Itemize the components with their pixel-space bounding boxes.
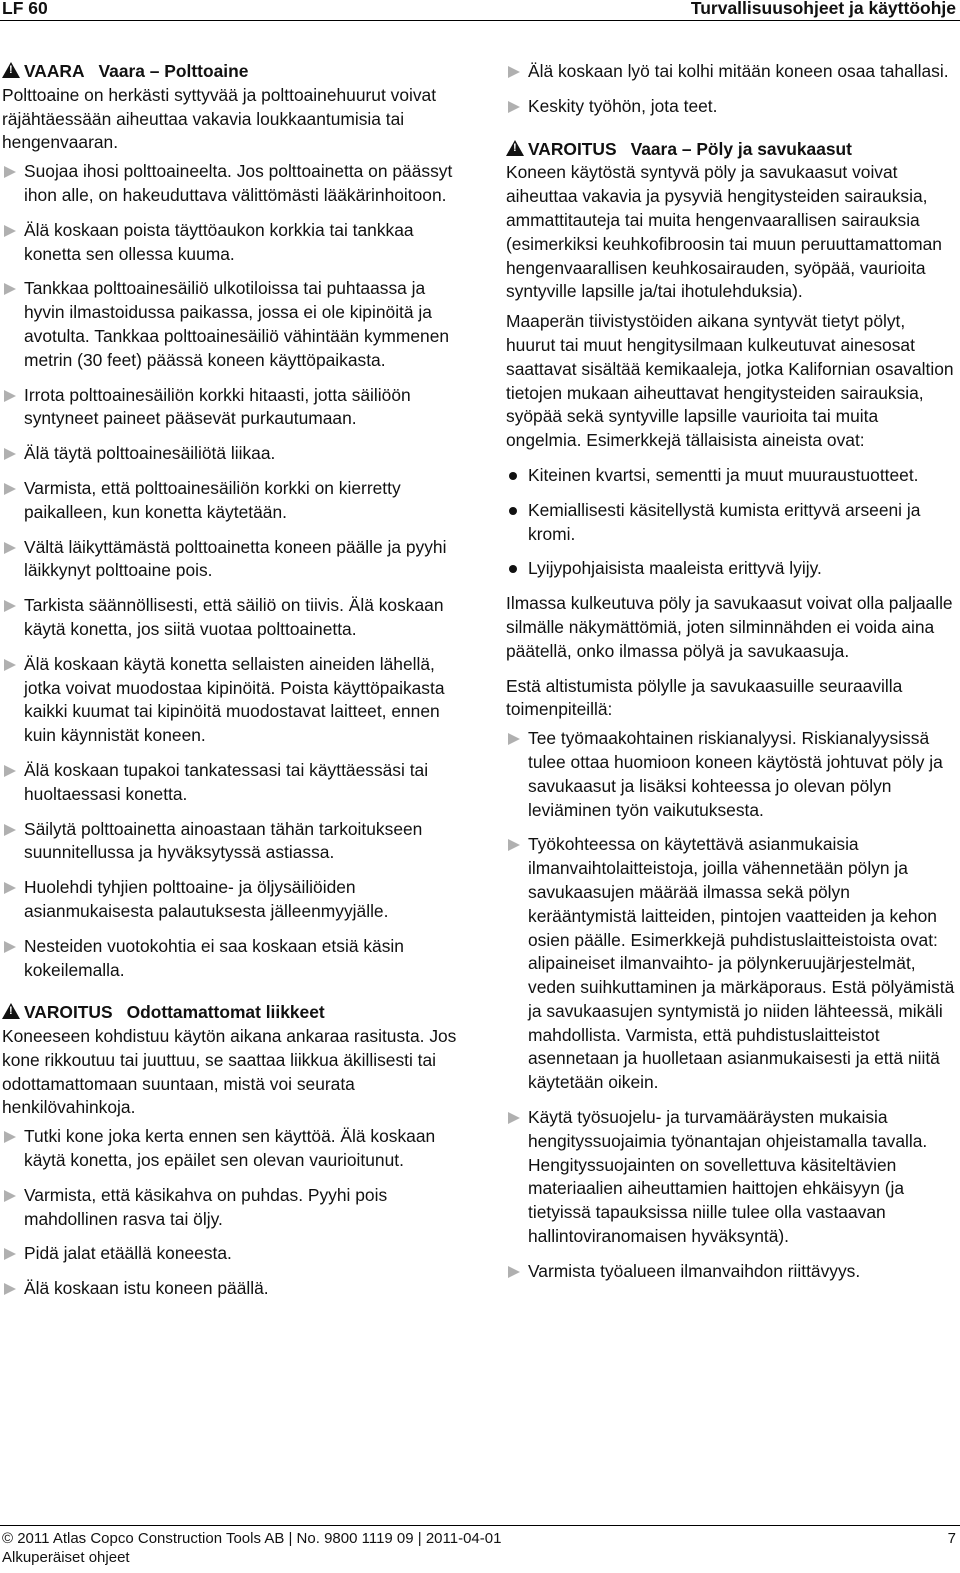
movement-instructions-list (2, 1125, 464, 1301)
list-item: Älä koskaan käytä konetta sellaisten aineiden lähellä, jotka voivat muodostaa kipinöitä. Poista käyttöpaikasta kaikki kuumat tai kipinöitä muodostavat laitteet, ennen kuin käynnistät koneen. (2, 653, 464, 748)
fuel-warning-heading (2, 60, 464, 84)
dust-paragraph-2: Maaperän tiivistystöiden aikana syntyvät tietyt pölyt, huurut tai muut hengitysilmaan kulkeutuvat ainesosat saattavat sisältää kemikaaleja, jotka Kalifornian osavaltion tietojen mukaan aiheuttavat hengitysteiden sairauksia, syöpää sekä syntyville lapsille vaurioita tai muita ongelmia. Esimerkkejä tällaisista aineista ovat: (506, 311, 954, 451)
dust-measures-list (506, 727, 958, 1284)
list-item: Älä koskaan poista täyttöaukon korkkia tai tankkaa konetta sen ollessa kuuma. (2, 219, 464, 267)
footer-divider (0, 1525, 960, 1526)
dust-warning-heading (506, 138, 958, 162)
list-item: Kiteinen kvartsi, sementti ja muut muuraustuotteet. (506, 464, 958, 488)
list-item: Säilytä polttoainetta ainoastaan tähän tarkoitukseen suunnitellussa ja hyväksytyssä astiassa. (2, 818, 464, 866)
list-item: Pidä jalat etäällä koneesta. (2, 1242, 464, 1266)
dust-paragraph-3: Ilmassa kulkeutuva pöly ja savukaasut voivat olla paljaalle silmälle näkymättömiä, joten silminnähden ei voida aina päätellä, onko ilmassa pölyä ja savukaasuja. (506, 593, 953, 661)
warning-icon (506, 140, 524, 156)
warning-icon (2, 62, 20, 78)
page-header (0, 0, 960, 22)
hazardous-substances-list (506, 464, 958, 581)
warning-title: Vaara – Polttoaine (98, 61, 249, 81)
page-number: 7 (947, 1530, 956, 1547)
list-item: Varmista, että polttoainesäiliön korkki on kierretty paikalleen, kun konetta käytetään. (2, 477, 464, 525)
list-item: Varmista työalueen ilmanvaihdon riittävyys. (506, 1260, 958, 1284)
fuel-instructions-list (2, 160, 464, 982)
warning-title: Vaara – Pöly ja savukaasut (630, 138, 852, 159)
document-title: Turvallisuusohjeet ja käyttöohje (690, 0, 956, 18)
list-item: Huolehdi tyhjien polttoaine- ja öljysäiliöiden asianmukaisesta palautuksesta jälleenmyyjälle. (2, 876, 464, 924)
signal-word: VAROITUS (24, 1002, 113, 1023)
list-item: Käytä työsuojelu- ja turvamääräysten mukaisia hengityssuojaimia työnantajan ohjeistamalla tavalla. Hengityssuojainten on sovellettuva käsiteltävien materiaalien aiheuttamien haittojen ehkäisyyn (ja tietyissä tapauksissa niille tulee olla vastaavan hallintoviranomaisen hyväksyntä). (506, 1106, 958, 1249)
list-item: Lyijypohjaisista maaleista erittyvä lyijy. (506, 557, 958, 581)
list-item: Älä täytä polttoainesäiliötä liikaa. (2, 442, 464, 466)
signal-word: VAROITUS (528, 138, 617, 159)
list-item: Keskity työhön, jota teet. (506, 95, 958, 119)
list-item: Irrota polttoainesäiliön korkki hitaasti, jotta säiliöön syntyneet paineet pääsevät purkautumaan. (2, 384, 464, 432)
list-item: Tee työmaakohtainen riskianalyysi. Riskianalyysissä tulee ottaa huomioon koneen käytöstä johtuvat pöly ja savukaasut ja lisäksi kohteessa jo olevan pölyn leviäminen työn vaikutuksesta. (506, 727, 958, 822)
copyright-line: © 2011 Atlas Copco Construction Tools AB | No. 9800 1119 09 | 2011-04-01 (2, 1530, 502, 1547)
movement-warning-intro: Koneeseen kohdistuu käytön aikana ankaraa rasitusta. Jos kone rikkoutuu tai juuttuu, se saattaa liikkua äkillisesti tai odottamattomaan suuntaan, mistä voi seurata henkilövahinkoja. (2, 1026, 457, 1118)
original-instructions-note: Alkuperäiset ohjeet (2, 1549, 130, 1566)
signal-word: VAARA (24, 61, 85, 81)
list-item: Nesteiden vuotokohtia ei saa koskaan etsiä käsin kokeilemalla. (2, 935, 464, 983)
right-column (506, 60, 958, 1295)
list-item: Kemiallisesti käsitellystä kumista erittyvä arseeni ja kromi. (506, 499, 958, 547)
general-instructions-list (506, 60, 958, 119)
list-item: Tarkista säännöllisesti, että säiliö on tiivis. Älä koskaan käytä konetta, jos siitä vuotaa polttoainetta. (2, 594, 464, 642)
warning-icon (2, 1003, 20, 1019)
list-item: Vältä läikyttämästä polttoainetta koneen päälle ja pyyhi läikkynyt polttoaine pois. (2, 536, 464, 584)
page-footer (2, 1529, 501, 1567)
dust-paragraph-4: Estä altistumista pölylle ja savukaasuille seuraavilla toimenpiteillä: (506, 675, 903, 720)
model-name: LF 60 (2, 0, 48, 18)
list-item: Älä koskaan istu koneen päällä. (2, 1277, 464, 1301)
list-item: Työkohteessa on käytettävä asianmukaisia ilmanvaihtolaitteistoja, joilla vähennetään pölyn ja savukaasujen määrää ilmassa sekä pölyn kerääntymistä laitteiden, pintojen vaatteiden ja kehon osien päälle. Esimerkkejä puhdistuslaitteistoista ovat: alipaineiset ilmanvaihto- ja pölynkeruujärjestelmät, veden suihkuttaminen ja märkäporaus. Estä pölyämistä ja savukaasujen syntymistä jo niiden lähteessä, mikäli mahdollista. Varmista, että puhdistuslaitteistot asennetaan ja huolletaan asianmukaisesti ja että niitä käytetään oikein. (506, 833, 958, 1095)
list-item: Varmista, että käsikahva on puhdas. Pyyhi pois mahdollinen rasva tai öljy. (2, 1184, 464, 1232)
warning-title: Odottamattomat liikkeet (126, 1002, 325, 1023)
movement-warning-heading (2, 1001, 464, 1025)
header-divider (0, 20, 960, 21)
list-item: Älä koskaan lyö tai kolhi mitään koneen osaa tahallasi. (506, 60, 958, 84)
fuel-warning-intro: Polttoaine on herkästi syttyvää ja polttoainehuurut voivat räjähtäessään aiheuttaa vakavia loukkaantumisia tai hengenvaaran. (2, 84, 437, 153)
dust-paragraph-1: Koneen käytöstä syntyvä pöly ja savukaasut voivat aiheuttaa vakavia ja pysyviä hengitysteiden sairauksia, ammattitauteja tai muita hengenvaarallisen sairauksia (esimerkiksi keuhkofibroosin tai muun peruuttamattoman hengenvaarallisen keuhkosairauden, syöpää, vaurioita syntyville lapsille ja/tai ihotulehduksia). (506, 162, 942, 302)
list-item: Tankkaa polttoainesäiliö ulkotiloissa tai puhtaassa ja hyvin ilmastoidussa paikassa, jossa ei ole kipinöitä ja avotulta. Tankkaa polttoainesäiliö vähintään kymmenen metrin (30 feet) päässä koneen käyttöpaikasta. (2, 277, 464, 372)
left-column (2, 60, 464, 1312)
list-item: Tutki kone joka kerta ennen sen käyttöä. Älä koskaan käytä konetta, jos epäilet sen olevan vaurioitunut. (2, 1125, 464, 1173)
list-item: Älä koskaan tupakoi tankatessasi tai käyttäessäsi tai huoltaessasi konetta. (2, 759, 464, 807)
list-item: Suojaa ihosi polttoaineelta. Jos polttoainetta on päässyt ihon alle, on hakeuduttava välittömästi lääkärinhoitoon. (2, 160, 464, 208)
